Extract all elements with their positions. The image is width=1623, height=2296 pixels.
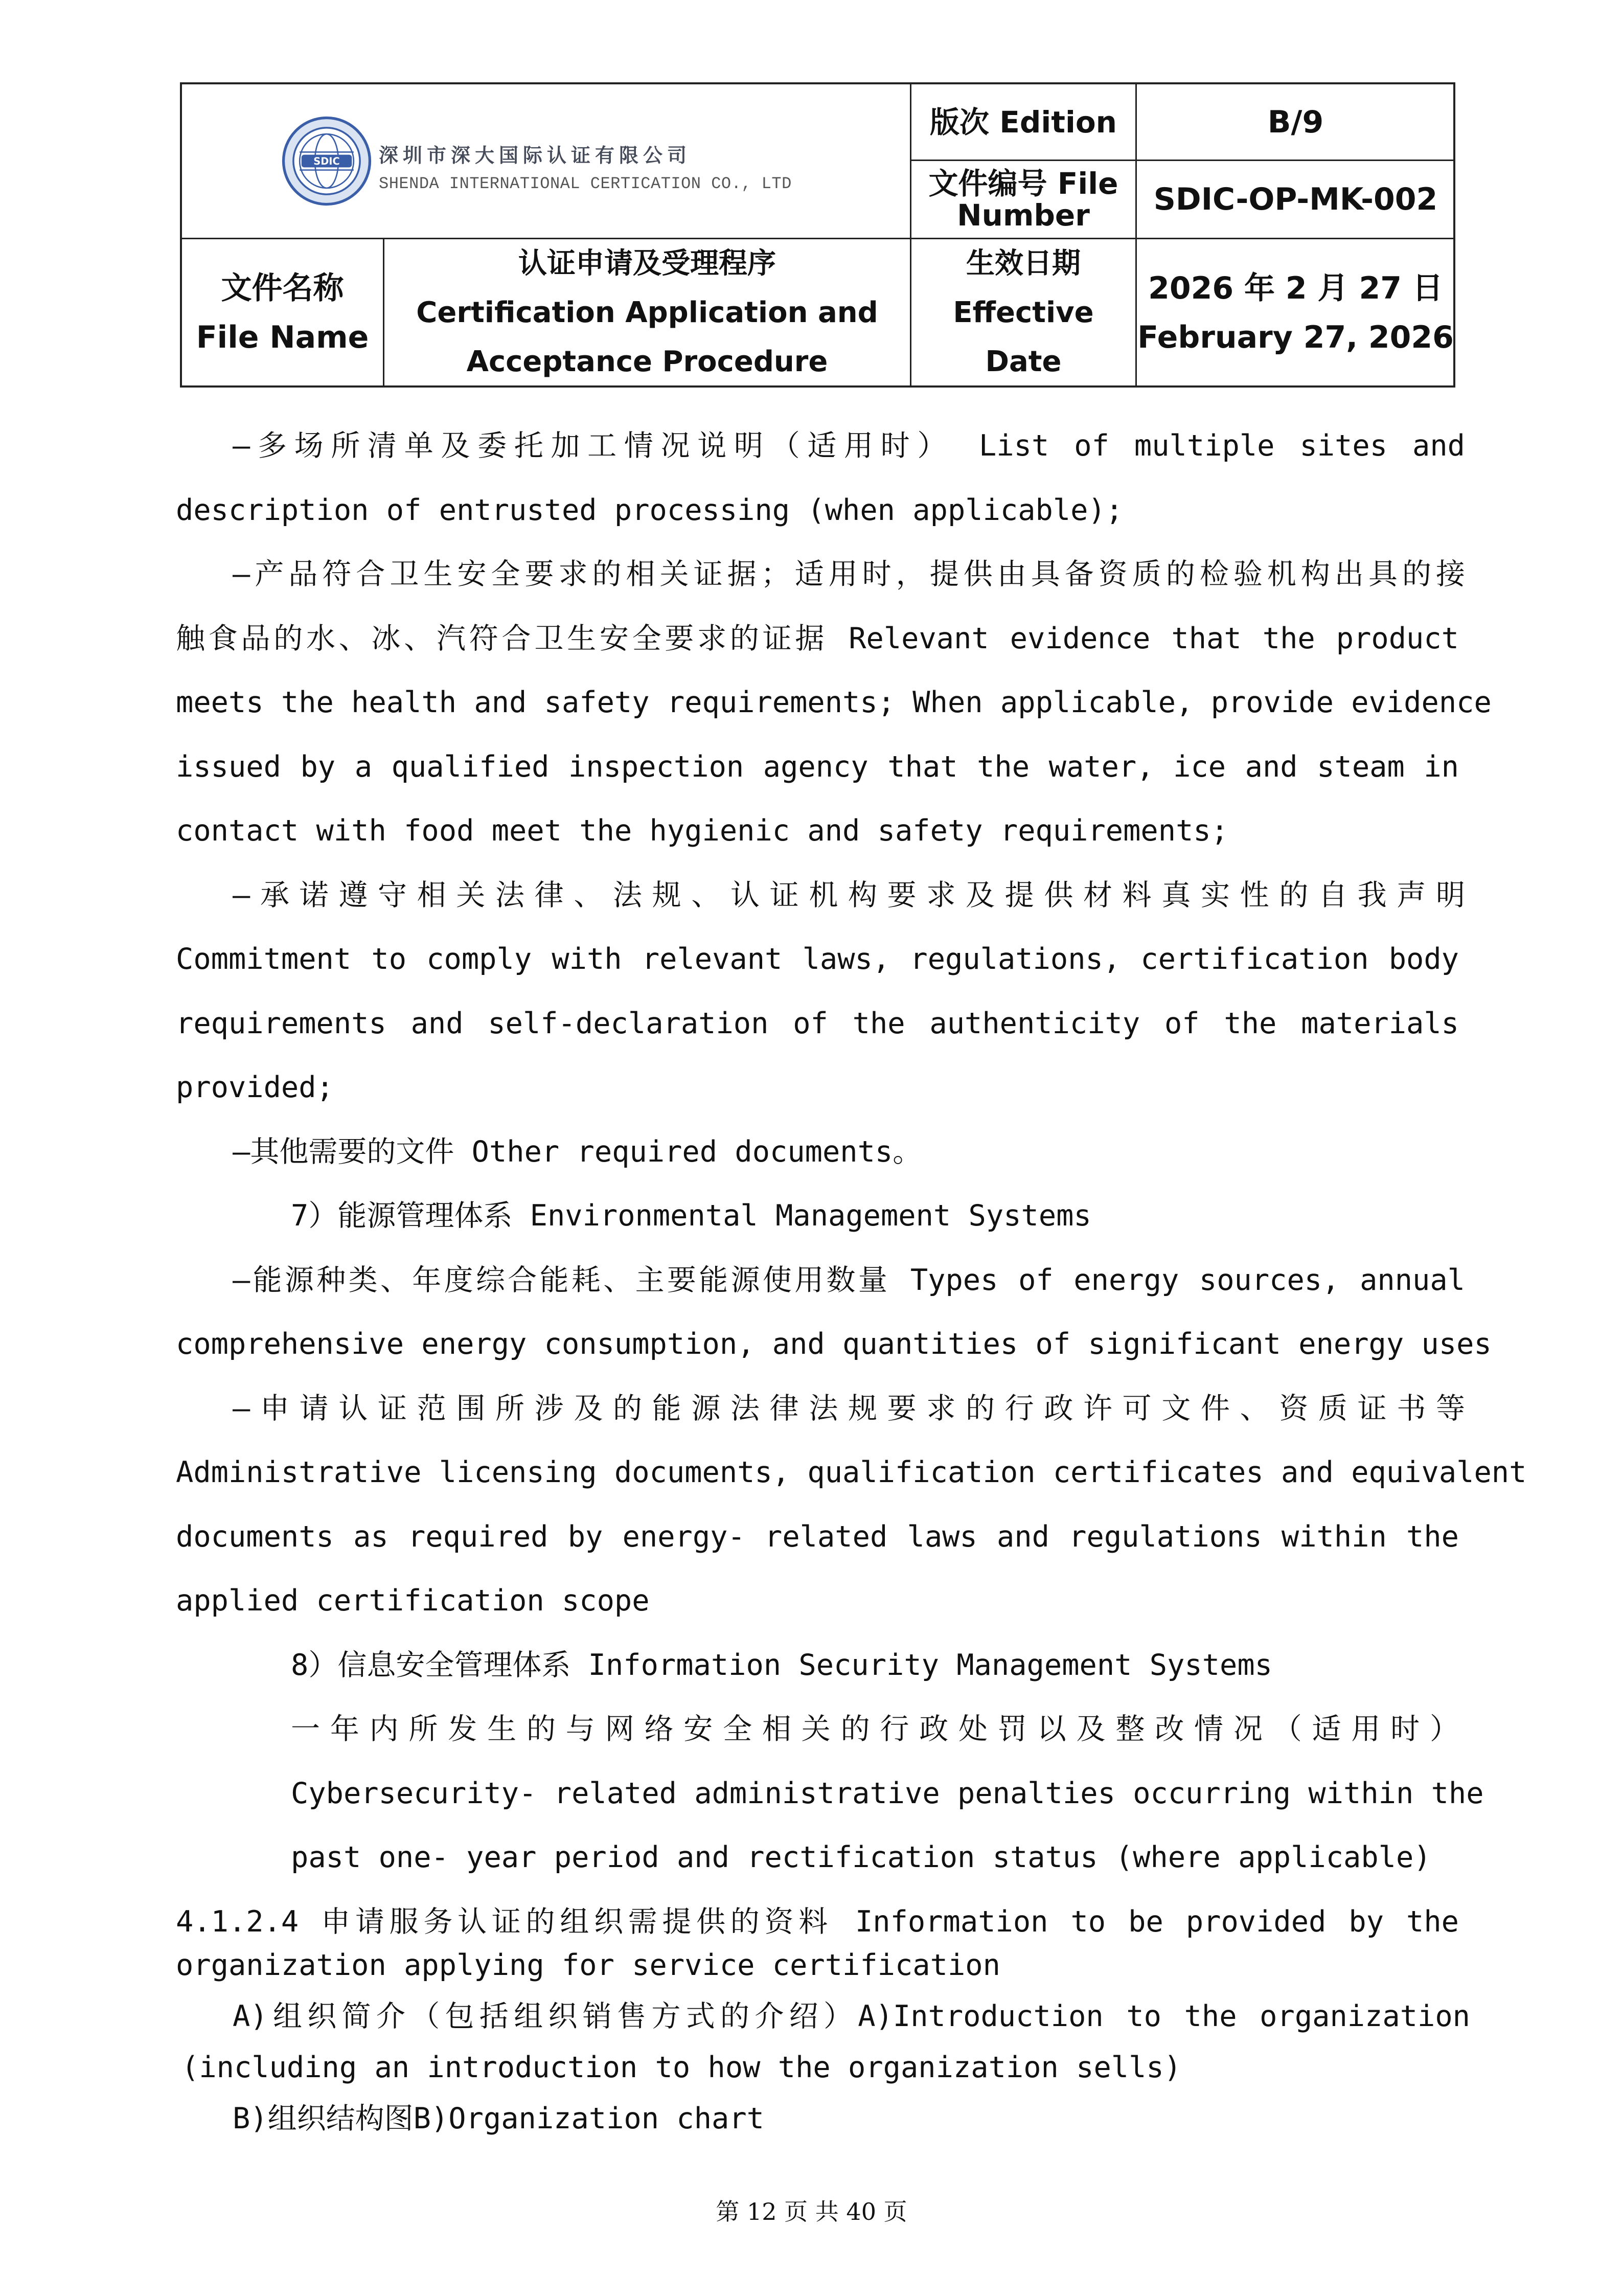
body-line: —承诺遵守相关法律、法规、认证机构要求及提供材料真实性的自我声明	[233, 878, 1465, 912]
company-logo-block	[182, 84, 910, 238]
section-heading: 4.1.2.4 申请服务认证的组织需提供的资料 Information to be provided by the	[176, 1905, 1459, 1939]
file-name-value-en-2: Acceptance Procedure	[466, 345, 828, 378]
effective-date-value-cn: 2026 年 2 月 27 日	[1148, 270, 1443, 306]
file-number-label-cell	[911, 161, 1135, 238]
company-name-chinese: 深圳市深大国际认证有限公司	[379, 144, 692, 167]
company-seal-logo	[282, 116, 372, 206]
edition-label-cell	[911, 84, 1135, 160]
effective-date-value-en: February 27, 2026	[1137, 320, 1454, 355]
body-line: Cybersecurity- related administrative penalties occurring within the	[291, 1777, 1484, 1810]
body-line: requirements and self-declaration of the authenticity of the materials	[176, 1007, 1459, 1040]
body-line: provided;	[176, 1071, 334, 1104]
file-name-label-cell	[182, 239, 383, 387]
body-line: organization applying for service certification	[176, 1948, 1000, 1982]
file-name-value-cell	[384, 239, 910, 387]
logo-text: SDIC	[313, 155, 340, 168]
body-line: Commitment to comply with relevant laws, regulations, certification body	[176, 942, 1459, 976]
file-name-value-cn: 认证申请及受理程序	[518, 247, 776, 280]
effective-date-label-cn: 生效日期	[966, 247, 1081, 280]
body-line: contact with food meet the hygienic and safety requirements;	[176, 814, 1229, 848]
body-line: documents as required by energy- related laws and regulations within the	[176, 1520, 1459, 1554]
file-name-label-en: File Name	[196, 320, 369, 355]
body-line: —申请认证范围所涉及的能源法律法规要求的行政许可文件、资质证书等	[233, 1392, 1465, 1425]
body-line: Administrative licensing documents, qualification certificates and equivalent	[176, 1456, 1527, 1489]
effective-date-label-cell	[911, 239, 1135, 387]
body-line: —产品符合卫生安全要求的相关证据；适用时，提供由具备资质的检验机构出具的接	[233, 557, 1465, 591]
body-line: —其他需要的文件 Other required documents。	[233, 1135, 922, 1169]
file-name-label-cn: 文件名称	[221, 270, 344, 306]
body-line: meets the health and safety requirements; When applicable, provide evidence	[176, 686, 1492, 719]
file-number-value-cell	[1137, 161, 1454, 238]
edition-label: 版次 Edition	[930, 104, 1117, 140]
body-line: issued by a qualified inspection agency that the water, ice and steam in	[176, 750, 1459, 784]
file-name-value-en-1: Certification Application and	[416, 296, 878, 329]
effective-date-label-en-1: Effective	[953, 296, 1094, 329]
body-line: —多场所清单及委托加工情况说明（适用时） List of multiple sites and	[233, 429, 1465, 463]
body-line: 触食品的水、冰、汽符合卫生安全要求的证据 Relevant evidence that the product	[176, 622, 1459, 655]
edition-value-cell	[1137, 84, 1454, 160]
list-item-continuation: (including an introduction to how the organization sells)	[181, 2051, 1182, 2084]
body-line: —能源种类、年度综合能耗、主要能源使用数量 Types of energy sources, annual	[233, 1263, 1465, 1297]
company-name-english: SHENDA INTERNATIONAL CERTICATION CO., LTD	[379, 174, 792, 193]
page-number-footer: 第 12 页 共 40 页	[716, 2198, 907, 2225]
document-header-table	[180, 82, 1455, 388]
edition-value: B/9	[1267, 104, 1324, 140]
body-line: comprehensive energy consumption, and quantities of significant energy uses	[176, 1327, 1492, 1361]
file-number-value: SDIC-OP-MK-002	[1153, 181, 1438, 217]
body-line: past one- year period and rectification status (where applicable)	[291, 1840, 1431, 1874]
body-line: applied certification scope	[176, 1584, 650, 1618]
file-number-label-cn: 文件编号 File	[928, 166, 1118, 201]
file-number-label-en: Number	[957, 198, 1090, 233]
effective-date-label-en-2: Date	[985, 345, 1062, 378]
section-heading: 8）信息安全管理体系 Information Security Management Systems	[291, 1648, 1272, 1682]
section-heading: 7）能源管理体系 Environmental Management Systems	[291, 1199, 1091, 1233]
list-item: A)组织简介（包括组织销售方式的介绍）A)Introduction to the organization	[233, 1999, 1470, 2033]
body-line: description of entrusted processing (when applicable);	[176, 493, 1124, 527]
effective-date-value-cell	[1137, 239, 1454, 387]
list-item: B)组织结构图B)Organization chart	[233, 2102, 764, 2135]
body-line: 一年内所发生的与网络安全相关的行政处罚以及整改情况（适用时）	[291, 1712, 1459, 1746]
